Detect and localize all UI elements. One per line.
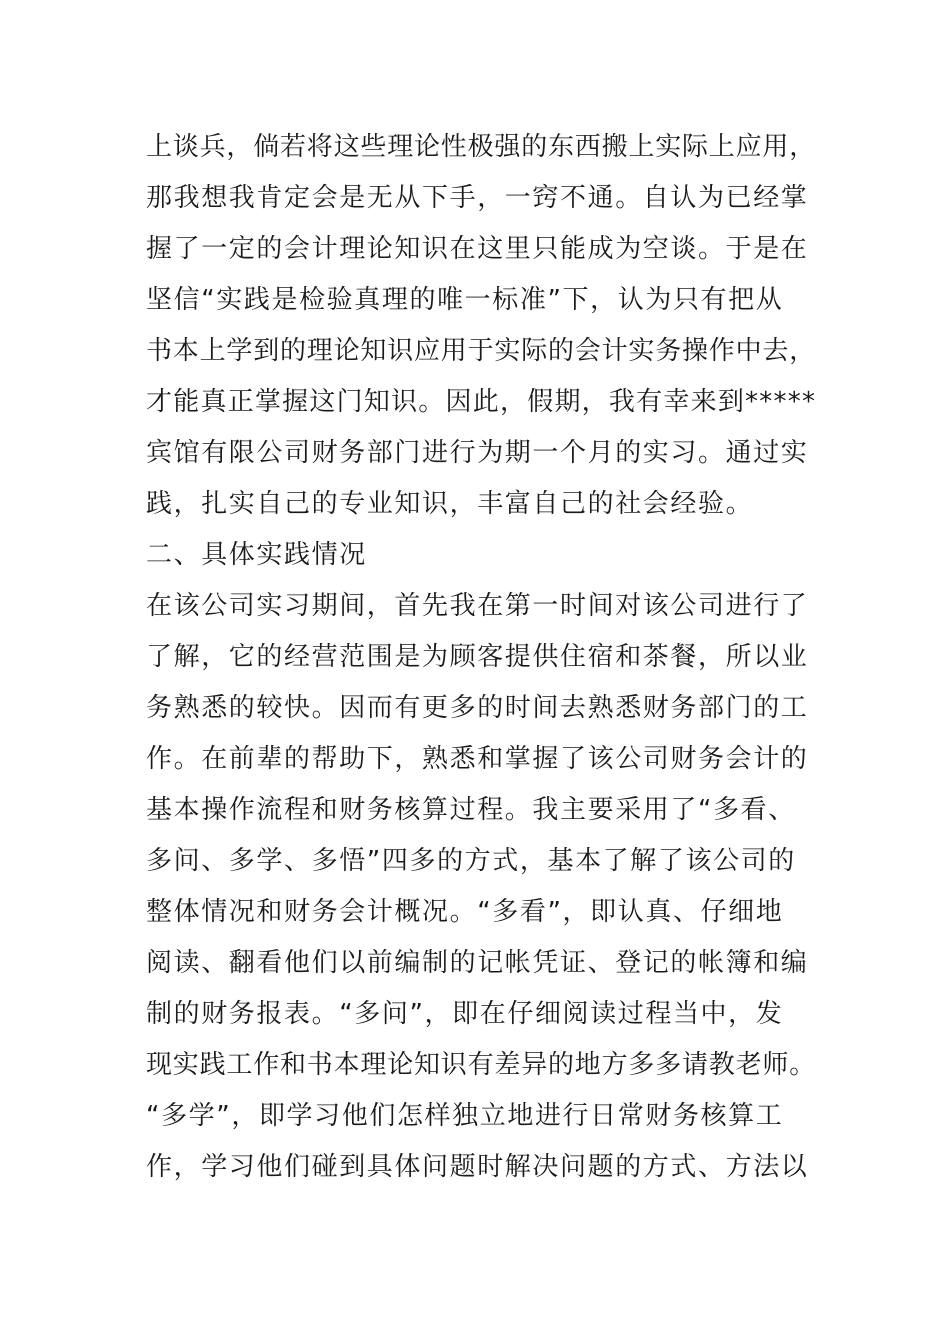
text-line: 在该公司实习期间，首先我在第一时间对该公司进行了 <box>146 591 809 621</box>
text-line: 制的财务报表。“多问”，即在仔细阅读过程当中，发 <box>146 999 784 1029</box>
text-line: 阅读、翻看他们以前编制的记帐凭证、登记的帐簿和编 <box>146 948 809 978</box>
text-line: 握了一定的会计理论知识在这里只能成为空谈。于是在 <box>146 234 809 264</box>
text-line: 书本上学到的理论知识应用于实际的会计实务操作中去， <box>146 336 817 366</box>
text-line: “多学”，即学习他们怎样独立地进行日常财务核算工 <box>146 1101 784 1131</box>
text-line: 作。在前辈的帮助下，熟悉和掌握了该公司财务会计的 <box>146 744 809 774</box>
text-line: 那我想我肯定会是无从下手，一窍不通。自认为已经掌 <box>146 183 809 213</box>
text-line: 作，学习他们碰到具体问题时解决问题的方式、方法以 <box>146 1152 809 1182</box>
text-line: 践，扎实自己的专业知识，丰富自己的社会经验。 <box>146 489 754 519</box>
text-line: 宾馆有限公司财务部门进行为期一个月的实习。通过实 <box>146 438 809 468</box>
text-line: 多问、多学、多悟”四多的方式，基本了解了该公司的 <box>146 846 796 876</box>
text-line: 才能真正掌握这门知识。因此，假期，我有幸来到***** <box>146 387 817 417</box>
text-line: 务熟悉的较快。因而有更多的时间去熟悉财务部门的工 <box>146 693 809 723</box>
text-line: 整体情况和财务会计概况。“多看”，即认真、仔细地 <box>146 897 784 927</box>
section-heading: 二、具体实践情况 <box>146 540 367 570</box>
text-line: 基本操作流程和财务核算过程。我主要采用了“多看、 <box>146 795 796 825</box>
text-line: 现实践工作和书本理论知识有差异的地方多多请教老师。 <box>146 1050 817 1080</box>
text-line: 坚信“实践是检验真理的唯一标准”下，认为只有把从 <box>146 285 784 315</box>
text-line: 了解，它的经营范围是为顾客提供住宿和茶餐，所以业 <box>146 642 809 672</box>
text-line: 上谈兵，倘若将这些理论性极强的东西搬上实际上应用， <box>146 132 817 162</box>
body-text <box>146 122 817 1193</box>
